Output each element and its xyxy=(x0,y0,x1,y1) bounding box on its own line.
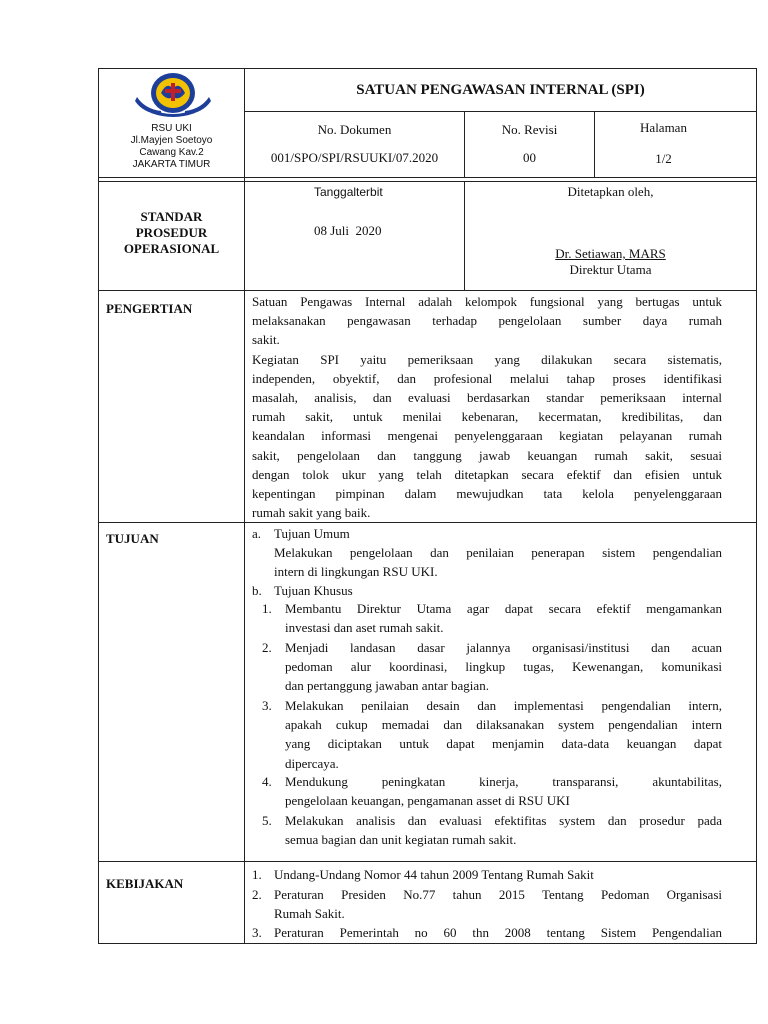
tujuan-a-marker: a. xyxy=(252,526,262,541)
tujuan-item-line: yang diciptakan untuk dapat menjamin data-data keuangan dapat xyxy=(285,736,722,752)
document-title: SATUAN PENGAWASAN INTERNAL (SPI) xyxy=(356,82,645,98)
hospital-address-1: Jl.Mayjen Soetoyo xyxy=(130,135,213,146)
pengertian-label: PENGERTIAN xyxy=(106,301,193,316)
kebijakan-item-line: Peraturan Pemerintah no 60 thn 2008 tentang Sistem Pengendalian xyxy=(274,925,722,940)
tujuan-item-line: investasi dan aset rumah sakit. xyxy=(285,620,444,636)
kebijakan-item-line: Peraturan Presiden No.77 tahun 2015 Tentang Pedoman Organisasi xyxy=(274,887,722,902)
pengertian-line: rumah sakit, untuk menilai kebenaran, kecermatan, kredibilitas, dan xyxy=(252,409,722,425)
tanggal-terbit-label: Tanggalterbit xyxy=(314,185,383,199)
ditetapkan-label: Ditetapkan oleh, xyxy=(567,184,654,199)
tujuan-item-line: Mendukung peningkatan kinerja, transparansi, akuntabilitas, xyxy=(285,774,722,789)
tujuan-label: TUJUAN xyxy=(106,531,159,546)
pengertian-line: sakit. xyxy=(252,332,280,348)
kebijakan-item-line: Rumah Sakit. xyxy=(274,906,345,921)
tujuan-item-number: 4. xyxy=(262,774,272,789)
tujuan-b-marker: b. xyxy=(252,583,262,598)
tujuan-item-number: 3. xyxy=(262,698,272,713)
tujuan-item-number: 1. xyxy=(262,601,272,616)
kebijakan-item-number: 1. xyxy=(252,867,262,882)
signer-name: Dr. Setiawan, MARS xyxy=(555,246,666,261)
sop-label-line3: OPERASIONAL xyxy=(123,241,220,256)
no-revisi-value: 00 xyxy=(523,150,536,165)
hospital-name: RSU UKI xyxy=(151,123,192,134)
tujuan-b-title: Tujuan Khusus xyxy=(274,583,353,598)
tujuan-a-title: Tujuan Umum xyxy=(274,526,350,541)
kebijakan-item-number: 2. xyxy=(252,887,262,902)
kebijakan-item-line: Undang-Undang Nomor 44 tahun 2009 Tentang Rumah Sakit xyxy=(274,867,594,882)
hospital-address-2: Cawang Kav.2 xyxy=(139,147,204,158)
sop-label-line2: PROSEDUR xyxy=(135,225,208,240)
no-revisi-label: No. Revisi xyxy=(501,122,558,137)
halaman-value: 1/2 xyxy=(655,151,672,166)
kebijakan-label: KEBIJAKAN xyxy=(106,876,184,891)
signer-title: Direktur Utama xyxy=(569,262,652,277)
halaman-label: Halaman xyxy=(640,120,687,135)
pengertian-line: Kegiatan SPI yaitu pemeriksaan yang dilakukan secara sistematis, xyxy=(252,351,722,367)
tujuan-item-line: Menjadi landasan dasar jalannya organisasi/institusi dan acuan xyxy=(285,640,722,655)
tujuan-item-line: Melakukan analisis dan evaluasi efektifitas system dan prosedur pada xyxy=(285,813,722,828)
sop-label-line1: STANDAR xyxy=(140,209,203,224)
tujuan-item-line: semua bagian dan unit kegiatan rumah sakit. xyxy=(285,832,517,848)
pengertian-line: kepentingan pimpinan dalam mewujudkan tata kelola penyelenggaraan xyxy=(252,486,722,501)
tujuan-item-number: 2. xyxy=(262,640,272,655)
pengertian-line: masalah, analisis, dan evaluasi berdasarkan standar pemeriksaan internal xyxy=(252,390,722,405)
pengertian-line: keandalan informasi mengenai penyelenggaraan kegiatan pelayanan rumah xyxy=(252,428,722,444)
tujuan-item-line: Melakukan penilaian desain dan implementasi pengendalian intern, xyxy=(285,698,722,713)
tujuan-item-line: dan pertanggung jawaban antar bagian. xyxy=(285,678,489,694)
pengertian-line: melaksanakan pengawasan terhadap pengelolaan sumber daya rumah xyxy=(252,313,722,329)
hospital-city: JAKARTA TIMUR xyxy=(132,159,211,170)
tujuan-item-line: pedoman alur koordinasi, lingkup tugas, Kewenangan, komunikasi xyxy=(285,659,722,675)
pengertian-line: independen, obyektif, dan profesional melalui tahap proses identifikasi xyxy=(252,370,722,386)
tujuan-item-line: pengelolaan keuangan, pengamanan asset di RSU UKI xyxy=(285,793,570,809)
no-dokumen-label: No. Dokumen xyxy=(317,122,392,137)
kebijakan-item-number: 3. xyxy=(252,925,262,940)
tujuan-item-line: apakah cukup memadai dan dilaksanakan system pengendalian intern xyxy=(285,717,722,733)
pengertian-line: Satuan Pengawas Internal adalah kelompok fungsional yang bertugas untuk xyxy=(252,294,722,309)
pengertian-line: rumah sakit yang baik. xyxy=(252,505,371,521)
hospital-logo xyxy=(131,71,215,117)
tujuan-item-number: 5. xyxy=(262,813,272,828)
tujuan-item-line: Membantu Direktur Utama agar dapat secara efektif mengamankan xyxy=(285,601,722,616)
no-dokumen-value: 001/SPO/SPI/RSUUKI/07.2020 xyxy=(270,150,439,165)
tujuan-item-line: dipercaya. xyxy=(285,755,339,771)
tujuan-a-line: intern di lingkungan RSU UKI. xyxy=(274,564,438,579)
pengertian-line: sakit, pengelolaan dan tanggung jawab keuangan rumah sakit, sesuai xyxy=(252,447,722,463)
tujuan-a-line: Melakukan pengelolaan dan penilaian penerapan sistem pengendalian xyxy=(274,545,722,560)
tanggal-terbit-value: 08 Juli 2020 xyxy=(314,223,382,238)
pengertian-line: dengan tolok ukur yang telah ditetapkan secara efektif dan efisien untuk xyxy=(252,466,722,482)
